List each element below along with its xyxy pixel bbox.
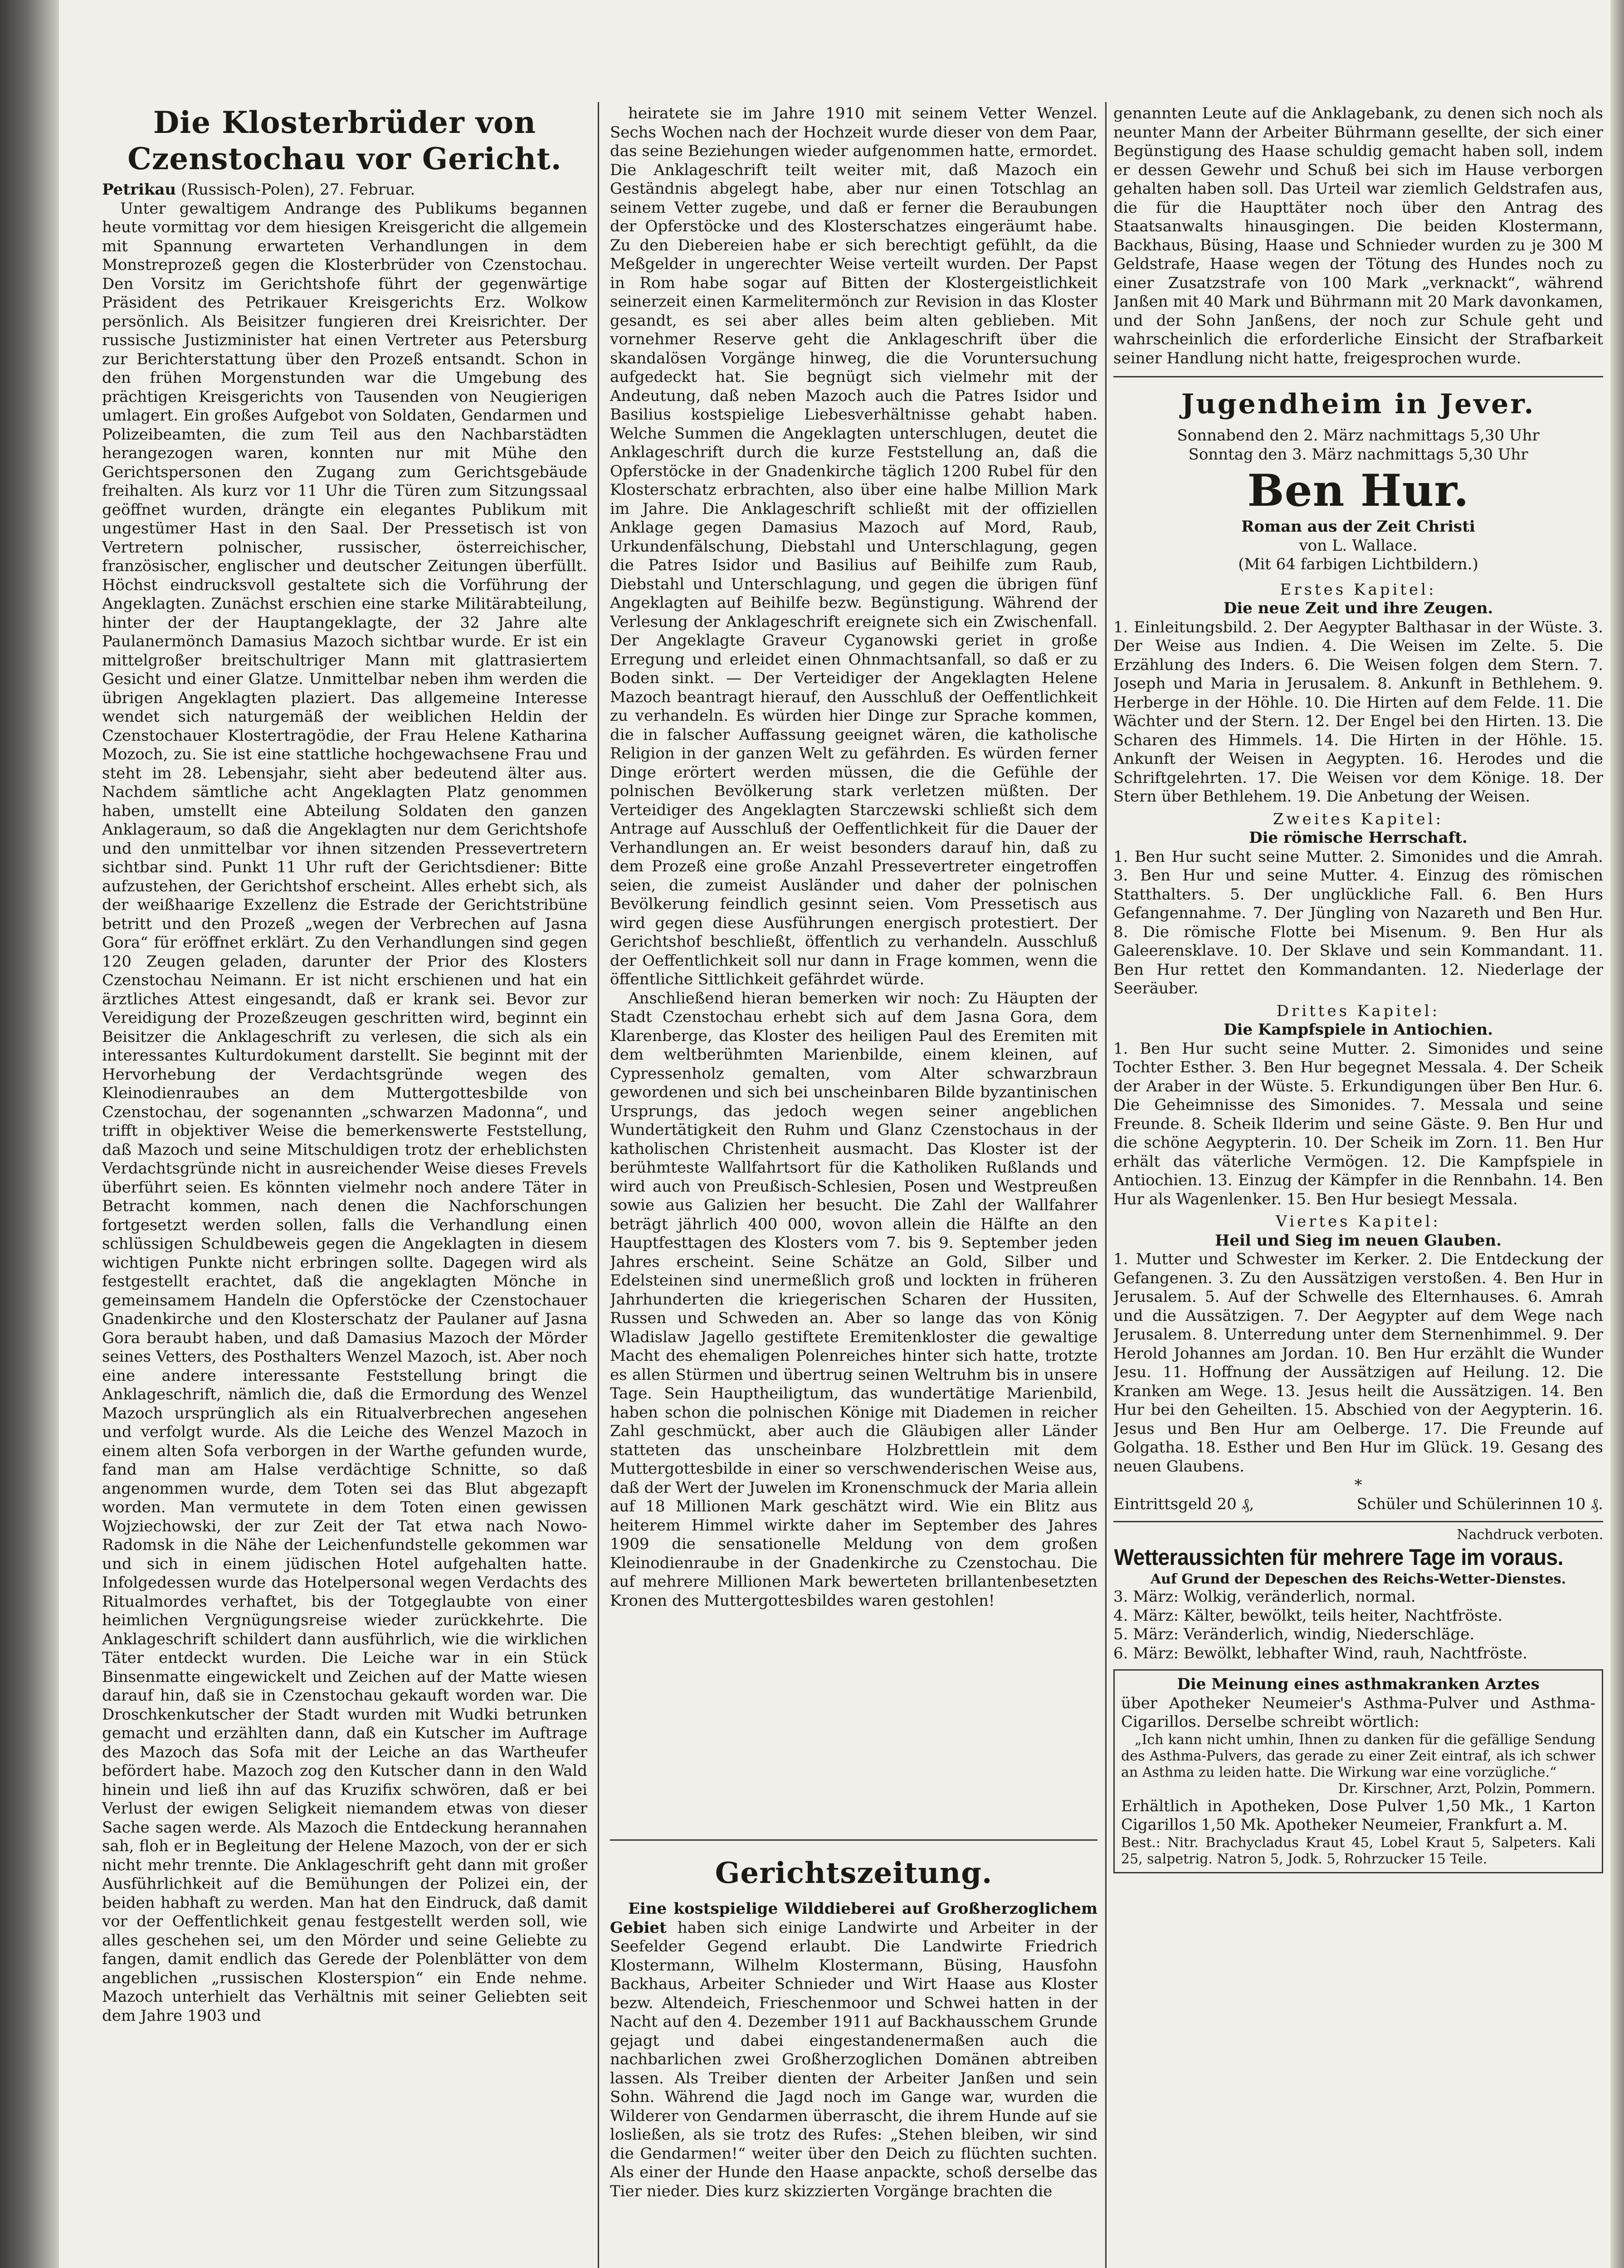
- bilder-line: (Mit 64 farbigen Lichtbildern.): [1238, 555, 1478, 573]
- article-paragraph: Unter gewaltigem Andrange des Publikums begannen heute vormittag vor dem hiesigen Kreisgericht die allgemein mit Spannung erwarteten Verhandlungen in dem Monstreprozeß gegen die Klosterbrüder von Czenstochau. Den Vorsitz im Gerichtshofe führt der gegenwärtige Präsident des Petrikauer Kreisgerichts Erz. Wolkow persönlich. Als Beisitzer fungieren drei Kreisrichter. Der russische Justizminister hat einen Vertreter aus Petersburg zur Berichterstattung über den Prozeß entsandt. Schon in den frühen Morgenstunden war die Umgebung des prächtigen Kreisgerichts von Tausenden von Neugierigen umlagert. Ein großes Aufgebot von Soldaten, Gendarmen und Polizeibeamten, die zum Teil aus den Nachbarstädten herangezogen waren, konnten nur mit Mühe den Gerichtspersonen den Zugang zum Gerichtsgebäude freihalten. Als kurz vor 11 Uhr die Türen zum Sitzungssaal geöffnet wurden, drängte ein elegantes Publikum mit ungestümer Hast in den Saal. Der Pressetisch ist von Vertretern polnischer, russischer, österreichischer, französischer, englischer und deutscher Zeitungen überfüllt. Höchst eindrucksvoll gestaltete sich die Vorführung der Angeklagten. Zunächst erschien eine starke Militärabteilung, hinter der der Hauptangeklagte, der 32 Jahre alte Paulanermönch Damasius Mazoch sichtbar wurde. Er ist ein mittelgroßer breitschultriger Mann mit glattrasiertem Gesicht und einer Glatze. Unmittelbar neben ihm werden die übrigen Angeklagten plaziert. Das allgemeine Interesse wendet sich naturgemäß der weiblichen Heldin der Czenstochauer Klostertragödie, der Frau Helene Katharina Mozoch, zu. Sie ist eine stattliche hochgewachsene Frau und steht im 28. Lebensjahr, sieht aber bedeutend älter aus. Nachdem sämtliche acht Angeklagten Platz genommen haben, umstellt eine Abteilung Soldaten den ganzen Anklageraum, so daß die Angeklagten nur dem Gerichtshofe und den unmittelbar vor ihnen sitzenden Pressevertretern sichtbar sind. Punkt 11 Uhr ruft der Gerichtsdiener: Bitte aufzustehen, der Gerichtshof erscheint. Alles erhebt sich, als der weißhaarige Exzellenz die Estrade der Gerichtstribüne betritt und den Prozeß „wegen der Verbrechen auf Jasna Gora“ für eröffnet erklärt. Zu den Verhandlungen sind gegen 120 Zeugen geladen, darunter der Prior des Klosters Czenstochau Neimann. Er ist nicht erschienen und hat ein ärztliches Attest eingesandt, daß er krank sei. Bevor zur Vereidigung der Prozeßzeugen geschritten wird, beginnt ein Beisitzer die Anklageschrift zu verlesen, die sich als ein interessantes Kulturdokument darstellt. Sie beginnt mit der Hervorhebung der Verdachtsgründe wegen des Kleinodienraubes an dem Muttergottesbilde von Czenstochau, der sogenannten „schwarzen Madonna“, und trifft in objektiver Weise die bemerkenswerte Feststellung, daß Mazoch und seine Mitschuldigen trotz der erheblichsten Verdachtsgründe nicht in ausreichender Weise dieses Frevels überführt seien. Es könnten vielmehr noch andere Täter in Betracht kommen, nach denen die Nachforschungen fortgesetzt werden sollen, falls die Verhandlung einen schlüssigen Schuldbeweis gegen die Angeklagten in diesem wichtigen Punkte nicht erbringen sollte. Dagegen wird als festgestellt erachtet, daß die angeklagten Mönche in gemeinsamem Handeln die Opferstöcke der Czenstochauer Gnadenkirche und den Klosterschatz der Paulaner auf Jasna Gora beraubt haben, und daß Damasius Mazoch der Mörder seines Vetters, des Posthalters Wenzel Mazoch, ist. Aber noch eine andere interessante Feststellung bringt die Anklageschrift, nämlich die, daß die Ermordung des Wenzel Mazoch ursprünglich als ein Ritualverbrechen angesehen und verfolgt wurde. Als die Leiche des Wenzel Mazoch in einem alten Sofa verborgen in der Warthe gefunden wurde, fand man am Halse verdächtige Schnitte, so daß angenommen wurde, dem Toten sei das Blut abgezapft worden. Man vermutete in dem Toten einen gewissen Wojziechowski, der zur Zeit der Tat etwa nach Nowo-Radomsk in die Nähe der Leichenfundstelle gekommen war und sich in einem jüdischen Hotel aufgehalten hatte. Infolgedessen wurde das Hotelpersonal wegen Verdachts des Ritualmordes verhaftet, bis der Totgeglaubte von einer heimlichen Vergnügungsreise wieder zurückkehrte. Die Anklageschrift schildert dann ausführlich, wie die wirklichen Täter entdeckt wurden. Die Leiche war in ein Stück Binsenmatte eingewickelt und Zeichen auf der Matte wiesen darauf hin, daß sie in Czenstochau gekauft worden war. Die Droschkenkutscher der Stadt wurden mit Wudki betrunken gemacht und erzählten dann, daß ein Kutscher im Auftrage des Mazoch das Sofa mit der Leiche an das Wartheufer befördert habe. Mazoch zog den Kutscher dann in den Wald hinein und ließ ihn auf das Kruzifix schwören, daß er bei Verlust der ewigen Seligkeit niemandem etwas von dieser Sache sagen werde. Als Mazoch die Entdeckung herannahen sah, floh er in Begleitung der Helene Mazoch, von der er sich nicht mehr trennte. Die Anklageschrift geht dann mit großer Ausführlichkeit auf die Bemühungen der Polizei ein, der beiden habhaft zu werden. Man hat den Eindruck, daß damit vor der Oeffentlichkeit genau festgestellt werden soll, wie alles geschehen sei, um den Mörder und seine Geliebte zu fangen, damit endlich das Gerede der Polenblätter von dem angeblichen „russischen Klosterspion“ ein Ende nehme. Mazoch unterhielt das Verhältnis mit seiner Geliebten seit dem Jahre 1903 und: [102, 199, 587, 2025]
- wetter-day: 6. März: Bewölkt, lebhafter Wind, rauh, Nachtfröste.: [1113, 1644, 1527, 1662]
- kapitel-label: Zweites Kapitel:: [1273, 810, 1444, 828]
- kapitel-title: Die römische Herrschaft.: [1249, 829, 1468, 847]
- ad-rule: [1113, 376, 1603, 377]
- kapitel-title: Die Kampfspiele in Antiochien.: [1223, 1021, 1493, 1039]
- ad-line: Erhältlich in Apotheken, Dose Pulver 1,50 Mk., 1 Karton Cigarillos 1,50 Mk. Apotheker Neumeier, Frankfurt a. M.: [1121, 1797, 1595, 1834]
- ad-quote: „Ich kann nicht umhin, Ihnen zu danken für die gefällige Sendung des Asthma-Pulvers, das gerade zu einer Zeit eintraf, als ich schwer an Asthma zu leiden hatte. Die Wirkung war eine vorzügliche.“: [1121, 1731, 1595, 1780]
- gericht-continuation: genannten Leute auf die Anklagebank, zu denen sich noch als neunter Mann der Arbeiter Bührmann gesellte, der sich einer Begünstigung des Haase schuldig gemacht haben soll, indem er dessen Gewehr und Schuß bei sich im Hause verborgen gehalten haben soll. Das Urteil war ziemlich Geldstrafen aus, die für die Haupttäter noch über den Antrag des Staatsanwalts hinausgingen. Die beiden Klostermann, Backhaus, Büsing, Haase und Schnieder wurden zu je 300 M Geldstrafe, Haase wegen der Tötung des Hundes noch zu einer Zusatzstrafe von 100 Mark „verknackt“, während Janßen mit 40 Mark und Bührmann mit 20 Mark davonkamen, und der Sohn Janßens, der noch zur Schule geht und wahrscheinlich die erforderliche Einsicht der Strafbarkeit seiner Handlung nicht hatte, freigesprochen wurde.: [1113, 104, 1603, 367]
- roman-line: Roman aus der Zeit Christi: [1241, 518, 1475, 536]
- eintritt-right: Schüler und Schülerinnen 10 ₰.: [1356, 1495, 1603, 1513]
- wetter-title: Wetteraussichten für mehrere Tage im voraus.: [1114, 1545, 1563, 1570]
- kapitel-scenes: 1. Ben Hur sucht seine Mutter. 2. Simonides und seine Tochter Esther. 3. Ben Hur begegnet Messala. 4. Der Scheik der Araber in der Wüste. 5. Erkundigungen über Ben Hur. 6. Die Geheimnisse des Simonides. 7. Messala und seine Freunde. 8. Scheik Ilderim und seine Gäste. 9. Ben Hur und die schöne Aegypterin. 10. Der Scheik im Zorn. 11. Ben Hur erhält das väterliche Vermögen. 12. Die Kampfspiele in Antiochien. 13. Einzug der Kämpfer in die Rennbahn. 14. Ben Hur als Wagenlenker. 15. Ben Hur besiegt Messala.: [1113, 1039, 1603, 1208]
- article-klosterbrueder: [102, 104, 587, 2268]
- ad-line: über Apotheker Neumeier's Asthma-Pulver und Asthma-Cigarillos. Derselbe schreibt wörtlich:: [1121, 1694, 1595, 1731]
- kapitel-scenes: 1. Mutter und Schwester im Kerker. 2. Die Entdeckung der Gefangenen. 3. Zu den Aussätzigen verstoßen. 4. Ben Hur in Jerusalem. 5. Auf der Schwelle des Elternhauses. 6. Amrah und die Aussätzigen. 7. Der Aegypter auf dem Wege nach Jerusalem. 8. Unterredung unter dem Sternenhimmel. 9. Der Herold Johannes am Jordan. 10. Ben Hur erzählt die Wunder Jesu. 11. Hoffnung der Aussätzigen auf Heilung. 12. Die Kranken am Wege. 13. Jesus heilt die Aussätzigen. 14. Ben Hur bei den Geheilten. 15. Abschied von der Aegypterin. 16. Jesus und Ben Hur am Oelberge. 17. Die Freunde auf Golgatha. 18. Esther und Ben Hur im Glück. 19. Gesang des neuen Glaubens.: [1113, 1250, 1603, 1476]
- article-title: Die Klosterbrüder von Czenstochau vor Gericht.: [127, 105, 562, 176]
- kapitel-label: Drittes Kapitel:: [1276, 1002, 1440, 1020]
- column-rule-1: [598, 102, 599, 2268]
- wetter-subtitle: Auf Grund der Depeschen des Reichs-Wetter-Dienstes.: [1150, 1571, 1566, 1587]
- gericht-subhead: Eine kostspielige Wilddieberei auf Großherzoglichem Gebiet: [610, 1900, 1097, 1937]
- kapitel-scenes: 1. Einleitungsbild. 2. Der Aegypter Balthasar in der Wüste. 3. Der Weise aus Indien. 4. Die Weisen im Zelte. 5. Die Erzählung des Inders. 6. Die Weisen folgen dem Stern. 7. Joseph und Maria in Jerusalem. 8. Ankunft in Bethlehem. 9. Herberge in der Höhle. 10. Die Hirten auf dem Felde. 11. Die Wächter und der Stern. 12. Der Engel bei den Hirten. 13. Die Scharen des Himmels. 14. Die Hirten in der Höhle. 15. Ankunft der Weisen in Aegypten. 16. Herodes und die Schriftgelehrten. 17. Die Weisen vor dem Könige. 18. Der Stern über Bethlehem. 19. Die Anbetung der Weisen.: [1113, 618, 1603, 806]
- section-gerichtszeitung: [610, 1855, 1097, 2268]
- section-rule: [610, 1839, 1097, 1841]
- asterisk: *: [1354, 1476, 1362, 1494]
- gericht-text: haben sich einige Landwirte und Arbeiter in der Seefelder Gegend erlaubt. Die Landwirte Friedrich Klostermann, Wilhelm Klostermann, Büsing, Hausfohn Backhaus, Arbeiter Schnieder und Wirt Haase aus Kloster bezw. Altendeich, Frieschenmoor und Schwei hatten in der Nacht auf den 4. Dezember 1911 auf Backhausschem Grunde gejagt und dabei eingestandenermaßen auch die nachbarlichen zwei Großherzoglichen Domänen abtreiben lassen. Als Treiber dienten der Arbeiter Janßen und sein Sohn. Während die Jagd noch im Gange war, wurden die Wilderer von Gendarmen überrascht, die ihrem Hunde auf sie losließen, als sie trotz des Rufes: „Stehen bleiben, wir sind die Gendarmen!“ weiter über den Deich zu flüchten suchten. Als einer der Hunde den Haase anpackte, schoß derselbe das Tier nieder. Dies kurz skizzierten Vorgänge brachten die: [610, 1918, 1097, 2200]
- kapitel-label: Erstes Kapitel:: [1280, 580, 1437, 599]
- page-edge: [1610, 0, 1624, 2268]
- schedule-line: Sonnabend den 2. März nachmittags 5,30 Uhr: [1177, 426, 1540, 445]
- benhur-title: Ben Hur.: [1247, 465, 1469, 516]
- section-title: Gerichtszeitung.: [715, 1856, 993, 1890]
- kapitel-title: Heil und Sieg im neuen Glauben.: [1215, 1231, 1502, 1250]
- wetter-day: 5. März: Veränderlich, windig, Niederschläge.: [1113, 1625, 1475, 1643]
- dateline: [102, 181, 587, 200]
- article-paragraph: heiratete sie im Jahre 1910 mit seinem Vetter Wenzel. Sechs Wochen nach der Hochzeit wurde dieser von dem Paar, das seine Beziehungen wieder aufgenommen hatte, ermordet. Die Anklageschrift teilt weiter mit, daß Mazoch ein Geständnis abgelegt habe, aber nur einen Totschlag an seinem Vetter zugebe, und daß er ferner die Beraubungen der Opferstöcke und des Klosterschatzes eingeräumt habe. Zu den Diebereien habe er sich berechtigt gefühlt, da die Meßgelder in ungerechter Weise verteilt wurden. Der Papst in Rom habe sogar auf Bitten der Klostergeistlichkeit seinerzeit einen Karmelitermönch zur Revision in das Kloster gesandt, es sei aber alles beim alten geblieben. Mit vornehmer Reserve geht die Anklageschrift über die skandalösen Vorgänge hinweg, die die Voruntersuchung aufgedeckt hat. Sie begnügt sich vielmehr mit der Andeutung, daß neben Mazoch auch die Patres Isidor und Basilius kostspielige Liebesverhältnisse gehabt haben. Welche Summen die Angeklagten unterschlugen, deutet die Anklageschrift durch die kurze Feststellung an, daß die Opferstöcke in der Gnadenkirche täglich 1200 Rubel für den Klosterschatz erbrachten, also über eine halbe Million Mark im Jahre. Die Anklageschrift schließt mit der offiziellen Anklage gegen Damasius Mazoch auf Mord, Raub, Urkundenfälschung, Diebstahl und Unterschlagung, gegen die Patres Isidor und Basilius auf Beihilfe zum Raub, Diebstahl und Unterschlagung, und gegen die übrigen fünf Angeklagten auf Beihilfe bezw. Begünstigung. Während der Verlesung der Anklageschrift ereignete sich ein Zwischenfall. Der Angeklagte Graveur Cyganowski geriet in große Erregung und erleidet einen Ohnmachtsanfall, so daß er zu Boden sinkt. — Der Verteidiger der Angeklagten Helene Mazoch beantragt hierauf, den Ausschluß der Oeffentlichkeit zu verhandeln. Es würden hier Dinge zur Sprache kommen, die in falscher Auffassung geeignet wären, die katholische Religion in der ganzen Welt zu gefährden. Es würden ferner Dinge erörtert werden müssen, die die Gefühle der polnischen Bevölkerung stark verletzen müßten. Der Verteidiger des Angeklagten Starczewski schließt sich dem Antrage auf Ausschluß der Oeffentlichkeit für die Dauer der Verhandlungen an. Er weist besonders darauf hin, daß zu dem Prozeß eine große Anzahl Pressevertreter eingetroffen seien, die zumeist Ausländer und daher der polnischen Bevölkerung feindlich gesinnt seien. Vom Pressetisch aus wird gegen diese Ausführungen energisch protestiert. Der Gerichtshof beschließt, öffentlich zu verhandeln. Ausschluß der Oeffentlichkeit soll nur dann in Frage kommen, wenn die öffentliche Sittlichkeit gefährdet würde.: [610, 104, 1097, 988]
- ad-title: Die Meinung eines asthmakranken Arztes: [1177, 1675, 1540, 1693]
- dateline-place: Petrikau: [102, 181, 176, 199]
- ad-fineprint: Best.: Nitr. Brachycladus Kraut 45, Lobel Kraut 5, Salpeters. Kali 25, salpetrig. Natron 5, Jodk. 5, Rohrzucker 15 Teile.: [1121, 1834, 1595, 1867]
- jugendheim-title: Jugendheim in Jever.: [1181, 388, 1536, 420]
- article-paragraph: Anschließend hieran bemerken wir noch: Zu Häupten der Stadt Czenstochau erhebt sich auf dem Jasna Gora, dem Klarenberge, das Kloster des heiligen Paul des Eremiten mit dem weltberühmten Marienbilde, einem kleinen, auf Cypressenholz gemalten, vom Alter schwarzbraun gewordenen und sich bei unscheinbaren Bilde byzantinischen Ursprungs, das jedoch wegen seiner angeblichen Wundertätigkeit den Ruhm und Glanz Czenstochaus in der katholischen Christenheit ausmacht. Das Kloster ist der berühmteste Wallfahrtsort für die Katholiken Rußlands und wird auch von Preußisch-Schlesien, Posen und Westpreußen sowie aus Galizien her besucht. Die Zahl der Wallfahrer beträgt jährlich 400 000, wovon allein die Hälfte an den Hauptfesttagen des Klosters vom 7. bis 9. September jeden Jahres erscheint. Seine Schätze an Gold, Silber und Edelsteinen sind unermeßlich groß und lockten in früheren Jahrhunderten die kriegerischen Scharen der Hussiten, Russen und Schweden an. Aber so lange das von König Wladislaw Jagello gestiftete Eremitenkloster die gewaltige Macht des ehemaligen Polenreiches hinter sich hatte, trotzte es allen Stürmen und übertrug seinen Weltruhm bis in unsere Tage. Sein Hauptheiligtum, das wundertätige Marienbild, haben schon die polnischen Könige mit Diademen in reicher Zahl geschmückt, aber auch die Gläubigen aller Länder statteten das unscheinbare Holzbrettlein mit dem Muttergottesbilde in einer so verschwenderischen Weise aus, daß der Wert der Juwelen im Kronenschmuck der Maria allein auf 18 Millionen Mark geschätzt wird. Wie ein Blitz aus heiterem Himmel wirkte daher im September des Jahres 1909 die sensationelle Meldung von dem großen Kleinodienraube in der Gnadenkirche zu Czenstochau. Die auf mehrere Millionen Mark bewerteten brillantenbesetzten Kronen des Muttergottesbildes waren gestohlen!: [610, 989, 1097, 1610]
- ad-rule: [1113, 1521, 1603, 1522]
- column-three: [1113, 104, 1603, 2268]
- kapitel-label: Viertes Kapitel:: [1276, 1212, 1441, 1231]
- kapitel-title: Die neue Zeit und ihre Zeugen.: [1223, 599, 1493, 617]
- wetter-day: 3. März: Wolkig, veränderlich, normal.: [1113, 1588, 1416, 1606]
- article-continuation: [610, 104, 1097, 1873]
- eintritt-line: [1113, 1495, 1603, 1514]
- nachdruck-note: Nachdruck verboten.: [1457, 1527, 1603, 1543]
- asthma-ad: [1113, 1669, 1603, 1873]
- eintritt-left: Eintrittsgeld 20 ₰,: [1113, 1495, 1254, 1513]
- wetter-day: 4. März: Kälter, bewölkt, teils heiter, Nachtfröste.: [1113, 1606, 1503, 1625]
- column-rule-2: [1105, 102, 1107, 2268]
- ad-signature: Dr. Kirschner, Arzt, Polzin, Pommern.: [1338, 1780, 1595, 1797]
- kapitel-scenes: 1. Ben Hur sucht seine Mutter. 2. Simonides und die Amrah. 3. Ben Hur und seine Mutter. 4. Einzug des römischen Statthalters. 5. Der unglückliche Fall. 6. Ben Hurs Gefangennahme. 7. Der Jüngling von Nazareth und Ben Hur. 8. Die römische Flotte bei Misenum. 9. Ben Hur als Galeerensklave. 10. Der Sklave und sein Kommandant. 11. Ben Hur rettet den Kommandanten. 12. Niederlage der Seeräuber.: [1113, 847, 1603, 997]
- schedule-line: Sonntag den 3. März nachmittags 5,30 Uhr: [1188, 445, 1528, 464]
- book-binding: [0, 0, 59, 2268]
- gericht-paragraph: [610, 1900, 1097, 2201]
- author-line: von L. Wallace.: [1299, 536, 1418, 555]
- dateline-rest: (Russisch-Polen), 27. Februar.: [180, 181, 415, 199]
